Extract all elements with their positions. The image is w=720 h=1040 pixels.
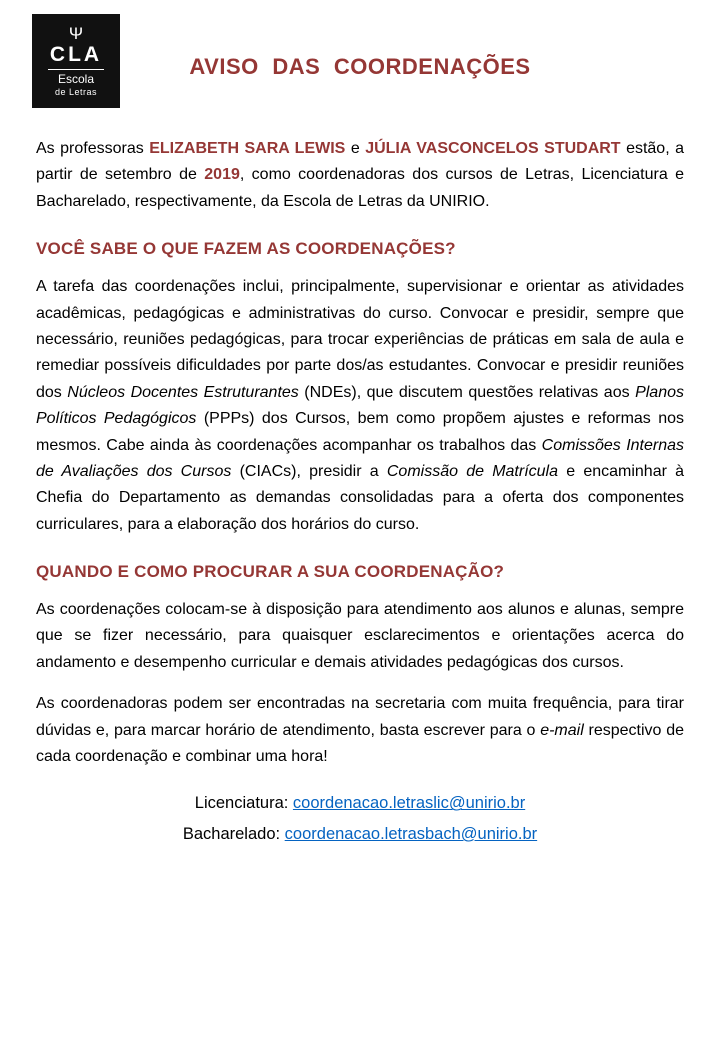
text-segment: Planos Políticos Pedagógicos: [36, 383, 684, 428]
text-segment: 2019: [204, 166, 240, 184]
logo-school-line1: Escola: [57, 71, 95, 86]
logo-school-line2: de Letras: [54, 86, 98, 97]
text-segment: Núcleos Docentes Estruturantes: [67, 383, 299, 401]
atribuicoes-paragraph: [36, 274, 684, 538]
section-heading-quando-procurar: QUANDO E COMO PROCURAR A SUA COORDENAÇÃO?: [36, 562, 505, 582]
contato-paragraph: [36, 691, 684, 770]
cla-escola-de-letras-logo: [32, 14, 120, 108]
licenciatura-email-link[interactable]: coordenacao.letraslic@unirio.br: [292, 794, 526, 813]
contact-line-bacharelado: [36, 819, 684, 850]
text-segment: estão, a partir de setembro de: [36, 140, 685, 184]
section-heading-o-que-fazem: VOCÊ SABE O QUE FAZEM AS COORDENAÇÕES?: [36, 239, 456, 259]
text-segment: Comissão de Matrícula: [386, 462, 559, 480]
unirio-trident-icon: Ψ: [68, 23, 84, 43]
text-segment: As coordenadoras podem ser encontradas na secretaria com muita frequência, para tirar dúvidas e, para marcar horário de atendimento, basta escrever para o: [36, 695, 684, 739]
contact-line-licenciatura: [36, 788, 684, 819]
text-segment: As professoras: [36, 140, 150, 157]
text-segment: respectivo de cada coordenação e combinar uma hora!: [36, 721, 685, 766]
text-segment: , como coordenadoras dos cursos de Letras, Licenciatura e Bacharelado, respectivamente, da Escola de Letras da UNIRIO.: [36, 166, 684, 210]
logo-acronym: CLA: [49, 42, 103, 66]
intro-paragraph: [36, 136, 684, 215]
text-segment: e-mail: [540, 721, 584, 739]
bacharelado-email-link[interactable]: coordenacao.letrasbach@unirio.br: [284, 824, 538, 843]
contact-label-bacharelado: Bacharelado:: [182, 824, 285, 843]
page-title: AVISO DAS COORDENAÇÕES: [189, 54, 531, 79]
header: [36, 12, 684, 118]
text-segment: (PPPs) dos Cursos, bem como propõem ajustes e reformas nos mesmos. Cabe ainda às coordenações acompanhar os trabalhos das: [36, 410, 684, 454]
atendimento-paragraph: As coordenações colocam-se à disposição para atendimento aos alunos e alunas, sempre que se fizer necessário, para quaisquer esclarecimentos e orientações acerca do andamento e desempenho curricular e demais atividades pedagógicas dos cursos.: [36, 601, 684, 671]
contact-section: [36, 788, 684, 849]
text-segment: A tarefa das coordenações inclui, principalmente, supervisionar e orientar as atividades acadêmicas, pedagógicas e administrativas do curso. Convocar e presidir, sempre que necessário, reuniões pedagógicas, para trocar experiências de práticas em sala de aula e remediar possíveis dificuldades por parte dos/as estudantes. Convocar e presidir reuniões dos: [36, 278, 684, 401]
logo-divider: [48, 69, 104, 70]
text-segment: Comissões Internas de Avaliações dos Cursos: [36, 436, 685, 480]
text-segment: (NDEs), que discutem questões relativas aos: [298, 383, 636, 401]
text-segment: ELIZABETH SARA LEWIS: [149, 140, 346, 157]
text-segment: (CIACs), presidir a: [231, 462, 387, 480]
text-segment: e encaminhar à Chefia do Departamento as demandas consolidadas para a oferta dos componentes curriculares, para a elaboração dos horários do curso.: [36, 462, 685, 533]
text-segment: JÚLIA VASCONCELOS STUDART: [365, 140, 621, 157]
text-segment: e: [345, 140, 366, 157]
contact-label-licenciatura: Licenciatura:: [194, 794, 293, 813]
